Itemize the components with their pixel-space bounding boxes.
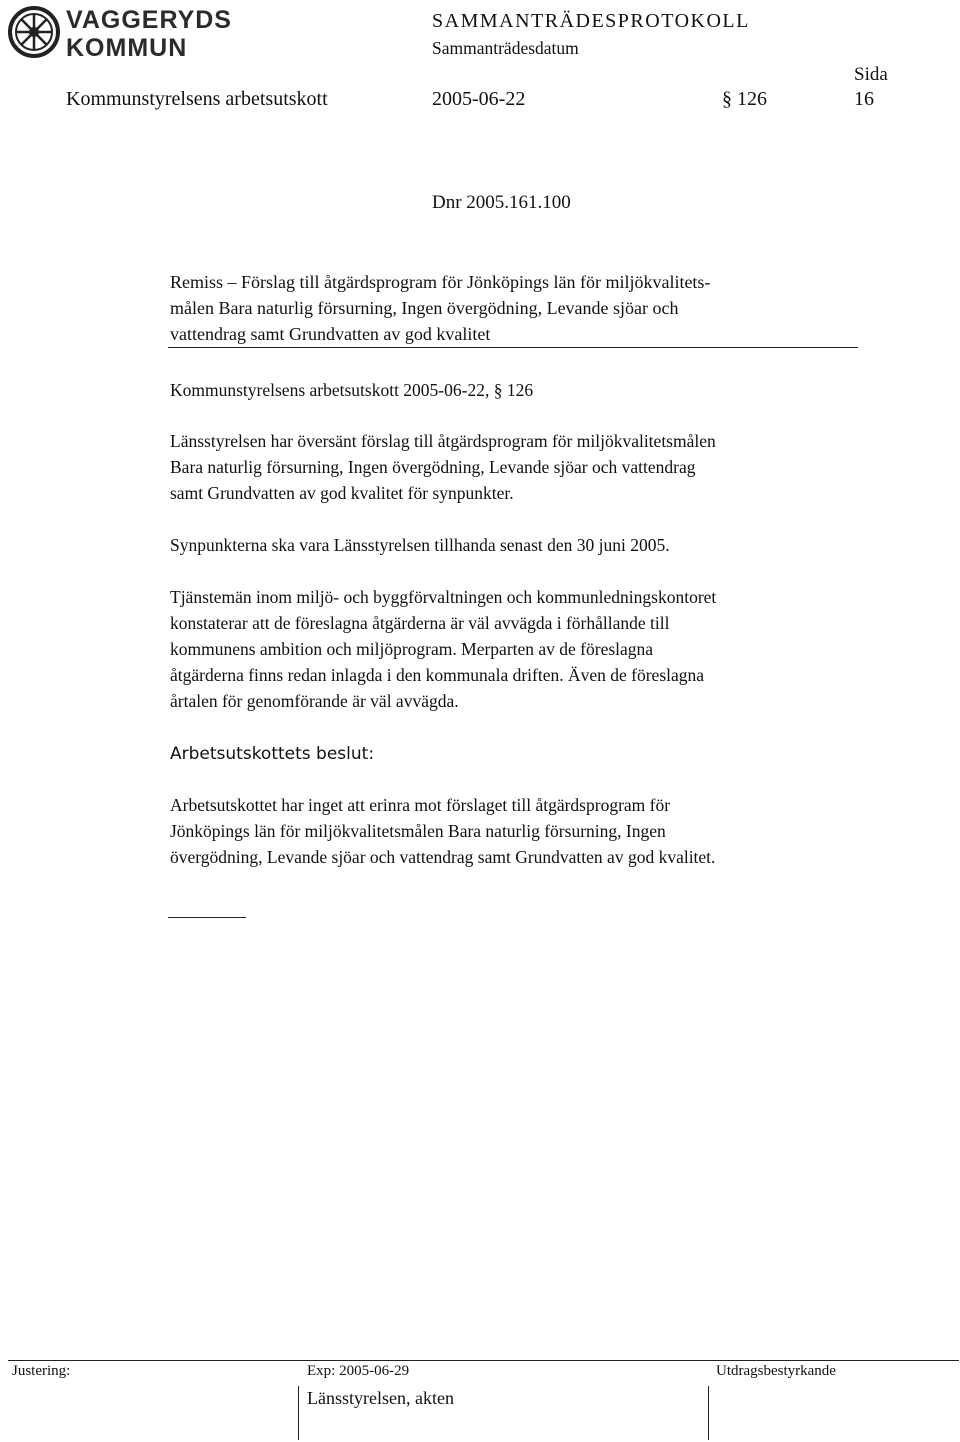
meeting-reference: Kommunstyrelsens arbetsutskott 2005-06-22, § 126 (170, 380, 534, 400)
diary-number: Dnr 2005.161.100 (432, 192, 571, 213)
paragraph-3-line-3: kommunens ambition och miljöprogram. Merparten av de föreslagna (170, 639, 654, 659)
section-end-rule (168, 917, 246, 918)
municipality-logo (8, 6, 233, 62)
paragraph-3-line-5: årtalen för genomförande är väl avvägda. (170, 691, 459, 711)
meeting-date: 2005-06-22 (432, 88, 526, 110)
footer-certification: Utdragsbestyrkande (716, 1363, 836, 1379)
page-label: Sida (854, 64, 888, 85)
footer-expedition-date: Exp: 2005-06-29 (307, 1363, 410, 1379)
paragraph-3-line-4: åtgärderna finns redan inlagda i den kommunala driften. Även de föreslagna (170, 665, 705, 685)
logo-line-2: KOMMUN (66, 34, 188, 62)
title-underline (168, 347, 858, 348)
title-line-3: vattendrag samt Grundvatten av god kvalitet (170, 324, 491, 344)
decision-heading: Arbetsutskottets beslut: (170, 744, 375, 764)
title-line-1: Remiss – Förslag till åtgärdsprogram för Jönköpings län för miljökvalitets- (170, 272, 711, 292)
paragraph-1-line-1: Länsstyrelsen har översänt förslag till åtgärdsprogram för miljökvalitetsmålen (170, 431, 716, 451)
meeting-date-label: Sammanträdesdatum (432, 38, 579, 58)
body-name: Kommunstyrelsens arbetsutskott (66, 88, 328, 110)
paragraph-2: Synpunkterna ska vara Länsstyrelsen tillhanda senast den 30 juni 2005. (170, 535, 670, 555)
paragraph-1-line-2: Bara naturlig försurning, Ingen övergödning, Levande sjöar och vattendrag (170, 457, 696, 477)
footer-recipient: Länsstyrelsen, akten (307, 1388, 454, 1408)
page-number: 16 (854, 88, 874, 110)
logo-line-1: VAGGERYDS (66, 6, 232, 34)
decision-line-1: Arbetsutskottet har inget att erinra mot förslaget till åtgärdsprogram för (170, 795, 671, 815)
footer-rule (8, 1360, 959, 1361)
document-type: SAMMANTRÄDESPROTOKOLL (432, 10, 750, 32)
decision-line-3: övergödning, Levande sjöar och vattendrag samt Grundvatten av god kvalitet. (170, 847, 716, 867)
footer-justering: Justering: (12, 1363, 71, 1379)
decision-line-2: Jönköpings län för miljökvalitetsmålen Bara naturlig försurning, Ingen (170, 821, 666, 841)
footer-divider-left (298, 1386, 299, 1440)
paragraph-3-line-1: Tjänstemän inom miljö- och byggförvaltningen och kommunledningskontoret (170, 587, 717, 607)
title-line-2: målen Bara naturlig försurning, Ingen övergödning, Levande sjöar och (170, 298, 679, 318)
footer-divider-right (708, 1386, 709, 1440)
paragraph-number: § 126 (722, 88, 767, 110)
paragraph-3-line-2: konstaterar att de föreslagna åtgärderna är väl avvägda i förhållande till (170, 613, 670, 633)
wheel-emblem-icon (8, 6, 60, 58)
paragraph-1-line-3: samt Grundvatten av god kvalitet för synpunkter. (170, 483, 514, 503)
